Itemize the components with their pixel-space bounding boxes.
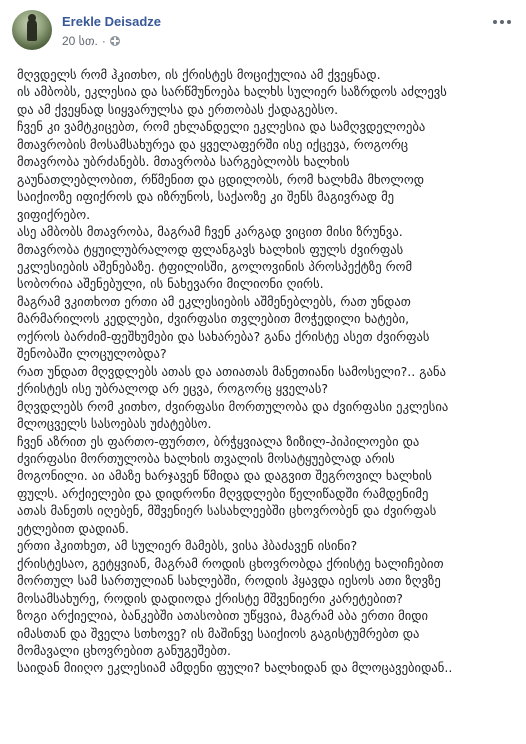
post-text-line: ქრისტესაო, გეტყვიან, მაგრამ როდის ცხოვრობდა ქრისტე ხალიჩებით: [17, 555, 444, 571]
post-text-line: ეტლებით დადიან.: [17, 520, 130, 536]
avatar[interactable]: [12, 10, 52, 50]
post-text-line: ვიფიქრებო.: [17, 206, 91, 222]
more-dot: [493, 20, 497, 24]
post-text-line: მარმარილოს კედლები, ძვირფასი თვლებით მოჭედილი ხატები,: [17, 311, 410, 327]
post-text-line: მლოცველს სასოებას უძატებსო.: [17, 416, 212, 432]
post-text-line: მოსამსახურე, როდის დადიოდა ქრისტე მშვენიერი კარეტებით?: [17, 590, 403, 606]
post-text-line: და ამ ქვეყნად სიყვარულსა და ერთობას ქადაგებსო.: [17, 101, 339, 117]
post-text-line: იმასთან და შველა სთხოვე? ის მაშინვე საიქიოს გაგისტუმრებთ და: [17, 625, 420, 641]
post-text-line: შენობაში ლოცულობდა?: [17, 346, 167, 362]
post-text-line: ჩვენ კი ვამტკიცებთ, რომ ეხლანდელი ეკლესია და სამღვდელოება: [17, 119, 426, 135]
post-text-line: ჩვენ აზრით ეს ფართო-ფურთო, ბრჭყვიალა ზიზილ-პიპილოები და: [17, 433, 420, 449]
post-text-line: ქრისტეს ისე უბრალოდ არ ეცვა, როგორც ყველას?: [17, 381, 329, 397]
post-header: [12, 10, 516, 54]
post-text-line: გაუნათლებლობით, რწმენით და ცდილობს, რომ ხალხმა მხოლოდ: [17, 171, 425, 187]
more-dot: [507, 20, 511, 24]
post-text-line: ზოგი არქიელია, ბანკებში ათასობით უწყვია, მაგრამ აბა ერთი მიდი: [17, 608, 429, 624]
dot-separator: ·: [101, 34, 106, 48]
post-text: [17, 66, 522, 677]
author-name[interactable]: Erekle Deisadze: [62, 14, 162, 29]
post-text-line: ძვირფასი მორთულობა ხალხის თვალის მოსატყუებლად არის: [17, 450, 395, 466]
post-text-line: მღვდელს რომ ჰკითხო, ის ქრისტეს მოციქულია ამ ქვეყნად.: [17, 67, 381, 82]
post-text-line: მღვდლებს რომ კითხო, ძვირფასი მორთულობა და ძვირფასი ეკლესია: [17, 398, 449, 414]
post-text-line: მთავრობის მოსამსახურეა და ყველაფერში ისე იქცევა, როგორც: [17, 136, 409, 152]
more-dot: [500, 20, 504, 24]
post-text-line: საიდან მიიღო ეკლესიამ ამდენი ფული? ხალხიდან და მლოცავებიდან..: [17, 660, 453, 676]
post-text-line: სობორია აშენებული, ის ნახევარი მილიონი ღირს.: [17, 276, 324, 292]
post-text-line: მაგრამ ვკითხოთ ერთი ამ ეკლესიების აშმენებლებს, რათ უნდათ: [17, 293, 411, 309]
post-text-line: ეკლესიების აშენებაზე. ტფილისში, გოლოვინის პროსპექტზე რომ: [17, 258, 413, 274]
post-text-line: მთავრობა ტყუილუბრალოდ ფლანგავს ხალხის ფულს ძვირფას: [17, 241, 404, 257]
avatar-figure: [27, 19, 37, 41]
post-text-line: მომავალი ცხოვრებით განუგეშებთ.: [17, 642, 232, 658]
post-text-line: ერთი ჰკითხეთ, ამ სულიერ მამებს, ვისა ჰბაძავენ ისინი?: [17, 538, 358, 554]
post-timestamp[interactable]: 20 სთ.: [62, 34, 98, 48]
post-text-line: რათ უნდათ მღვდლებს ათას და ათიათას მანეთიანი სამოსელი?.. განა: [17, 363, 446, 379]
post-text-line: საიქიოზე იფიქროს და იზრუნოს, საქაოზე კი შენს მაგივრად მე: [17, 189, 395, 205]
post-text-line: მორთულ სამ სართულიან სახლებში, როდის ჰყავდა იესოს ათი ზღვზე: [17, 573, 441, 589]
post-text-line: ფულს. არქიელები და დიდრონი მღვდლები წელიწადში რამდენიმე: [17, 485, 429, 501]
post-text-line: ოქროს ბარძიმ-ფეშხუმები და სახარება? განა ქრისტე ასეთ ძვირფას: [17, 328, 430, 344]
post-text-line: ათას მანეთს იღებენ, მშვენიერ სასახლეებში ცხოვრობენ და ძვირფას: [17, 503, 437, 519]
post-text-line: ის ამბობს, ეკლესია და სარწმუნოება ხალხს სულიერ საზრდოს აძლევს: [17, 84, 447, 100]
more-icon[interactable]: [490, 16, 514, 28]
post-meta: [62, 34, 120, 48]
globe-icon[interactable]: [110, 36, 120, 46]
post-text-line: მოგონილი. აი ამაზე ხარჯავენ წმიდა და დაგვით შეგროვილ ხალხის: [17, 468, 432, 484]
post-text-line: მთავრობა უბრძანებს. მთავრობა სარგებლობს ხალხის: [17, 154, 350, 170]
post-text-line: ასე ამბობს მთავრობა, მაგრამ ჩვენ კარგად ვიცით მისი ზრუნვა.: [17, 224, 403, 240]
